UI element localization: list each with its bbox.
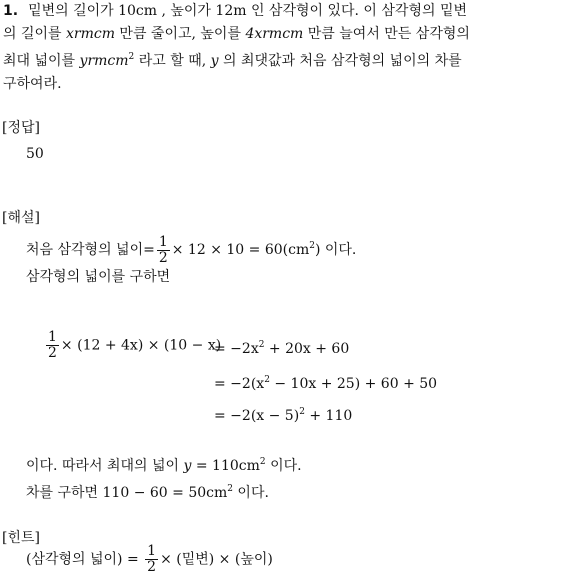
equation-lhs: $\frac{1}{2}$ × (12 + 4x) × (10 − x) bbox=[48, 329, 222, 361]
solution-line-3: 이다. 따라서 최대의 넓이 $y = 110cm^2$ 이다. bbox=[26, 457, 302, 474]
fraction-one-half: $\frac{1}{2}$ bbox=[48, 329, 57, 361]
hint-label: [힌트] bbox=[2, 530, 40, 546]
solution-line-4: 차를 구하면 $110 - 60 = 50cm^2$ 이다. bbox=[26, 484, 269, 501]
hint-text: (삼각형의 넓이) = $\frac{1}{2}$ × (밑변) × (높이) bbox=[26, 543, 273, 575]
problem-line-4: 구하여라. bbox=[3, 76, 62, 92]
answer-label: [정답] bbox=[2, 120, 40, 136]
problem-statement bbox=[3, 0, 571, 96]
fraction-one-half: $\frac{1}{2}$ bbox=[158, 233, 168, 266]
solution-line-1: 처음 삼각형의 넓이= $\frac{1}{2}$ × $12 \times 10 = 60(cm^2)$ 이다. bbox=[26, 233, 357, 266]
problem-line-1: 1. 밑변의 길이가 10cm , 높이가 12m 인 삼각형이 있다. 이 삼각형의 밑변 bbox=[3, 3, 467, 19]
problem-line-3: 최대 넓이를 yrmcm$^2$ 라고 할 때, y 의 최댓값과 처음 삼각형의 넓이의 차를 bbox=[3, 52, 462, 69]
answer-value: 50 bbox=[26, 146, 44, 162]
variable-y-rm-cm: yrmcm bbox=[79, 53, 129, 69]
fraction-one-half: $\frac{1}{2}$ bbox=[147, 543, 157, 575]
solution-label: [해설] bbox=[2, 210, 40, 226]
problem-number: 1. bbox=[3, 3, 19, 19]
equation-line-2: = $-2(x^2 - 10x + 25) + 60 + 50$ bbox=[214, 375, 438, 392]
problem-line-2: 의 길이를 xrmcm 만큼 줄이고, 높이를 4xrmcm 만큼 늘여서 만든 삼각형의 bbox=[3, 26, 470, 42]
equation-line-3: = $-2(x - 5)^2 + 110$ bbox=[214, 407, 353, 424]
variable-y: y bbox=[210, 53, 219, 69]
solution-line-2: 삼각형의 넓이를 구하면 bbox=[26, 269, 171, 285]
variable-x-rm-cm: xrmcm bbox=[66, 26, 115, 42]
equation-line-1: = $-2x^2 + 20x + 60$ bbox=[214, 340, 350, 357]
variable-4x-rm-cm: 4xrmcm bbox=[245, 26, 304, 42]
